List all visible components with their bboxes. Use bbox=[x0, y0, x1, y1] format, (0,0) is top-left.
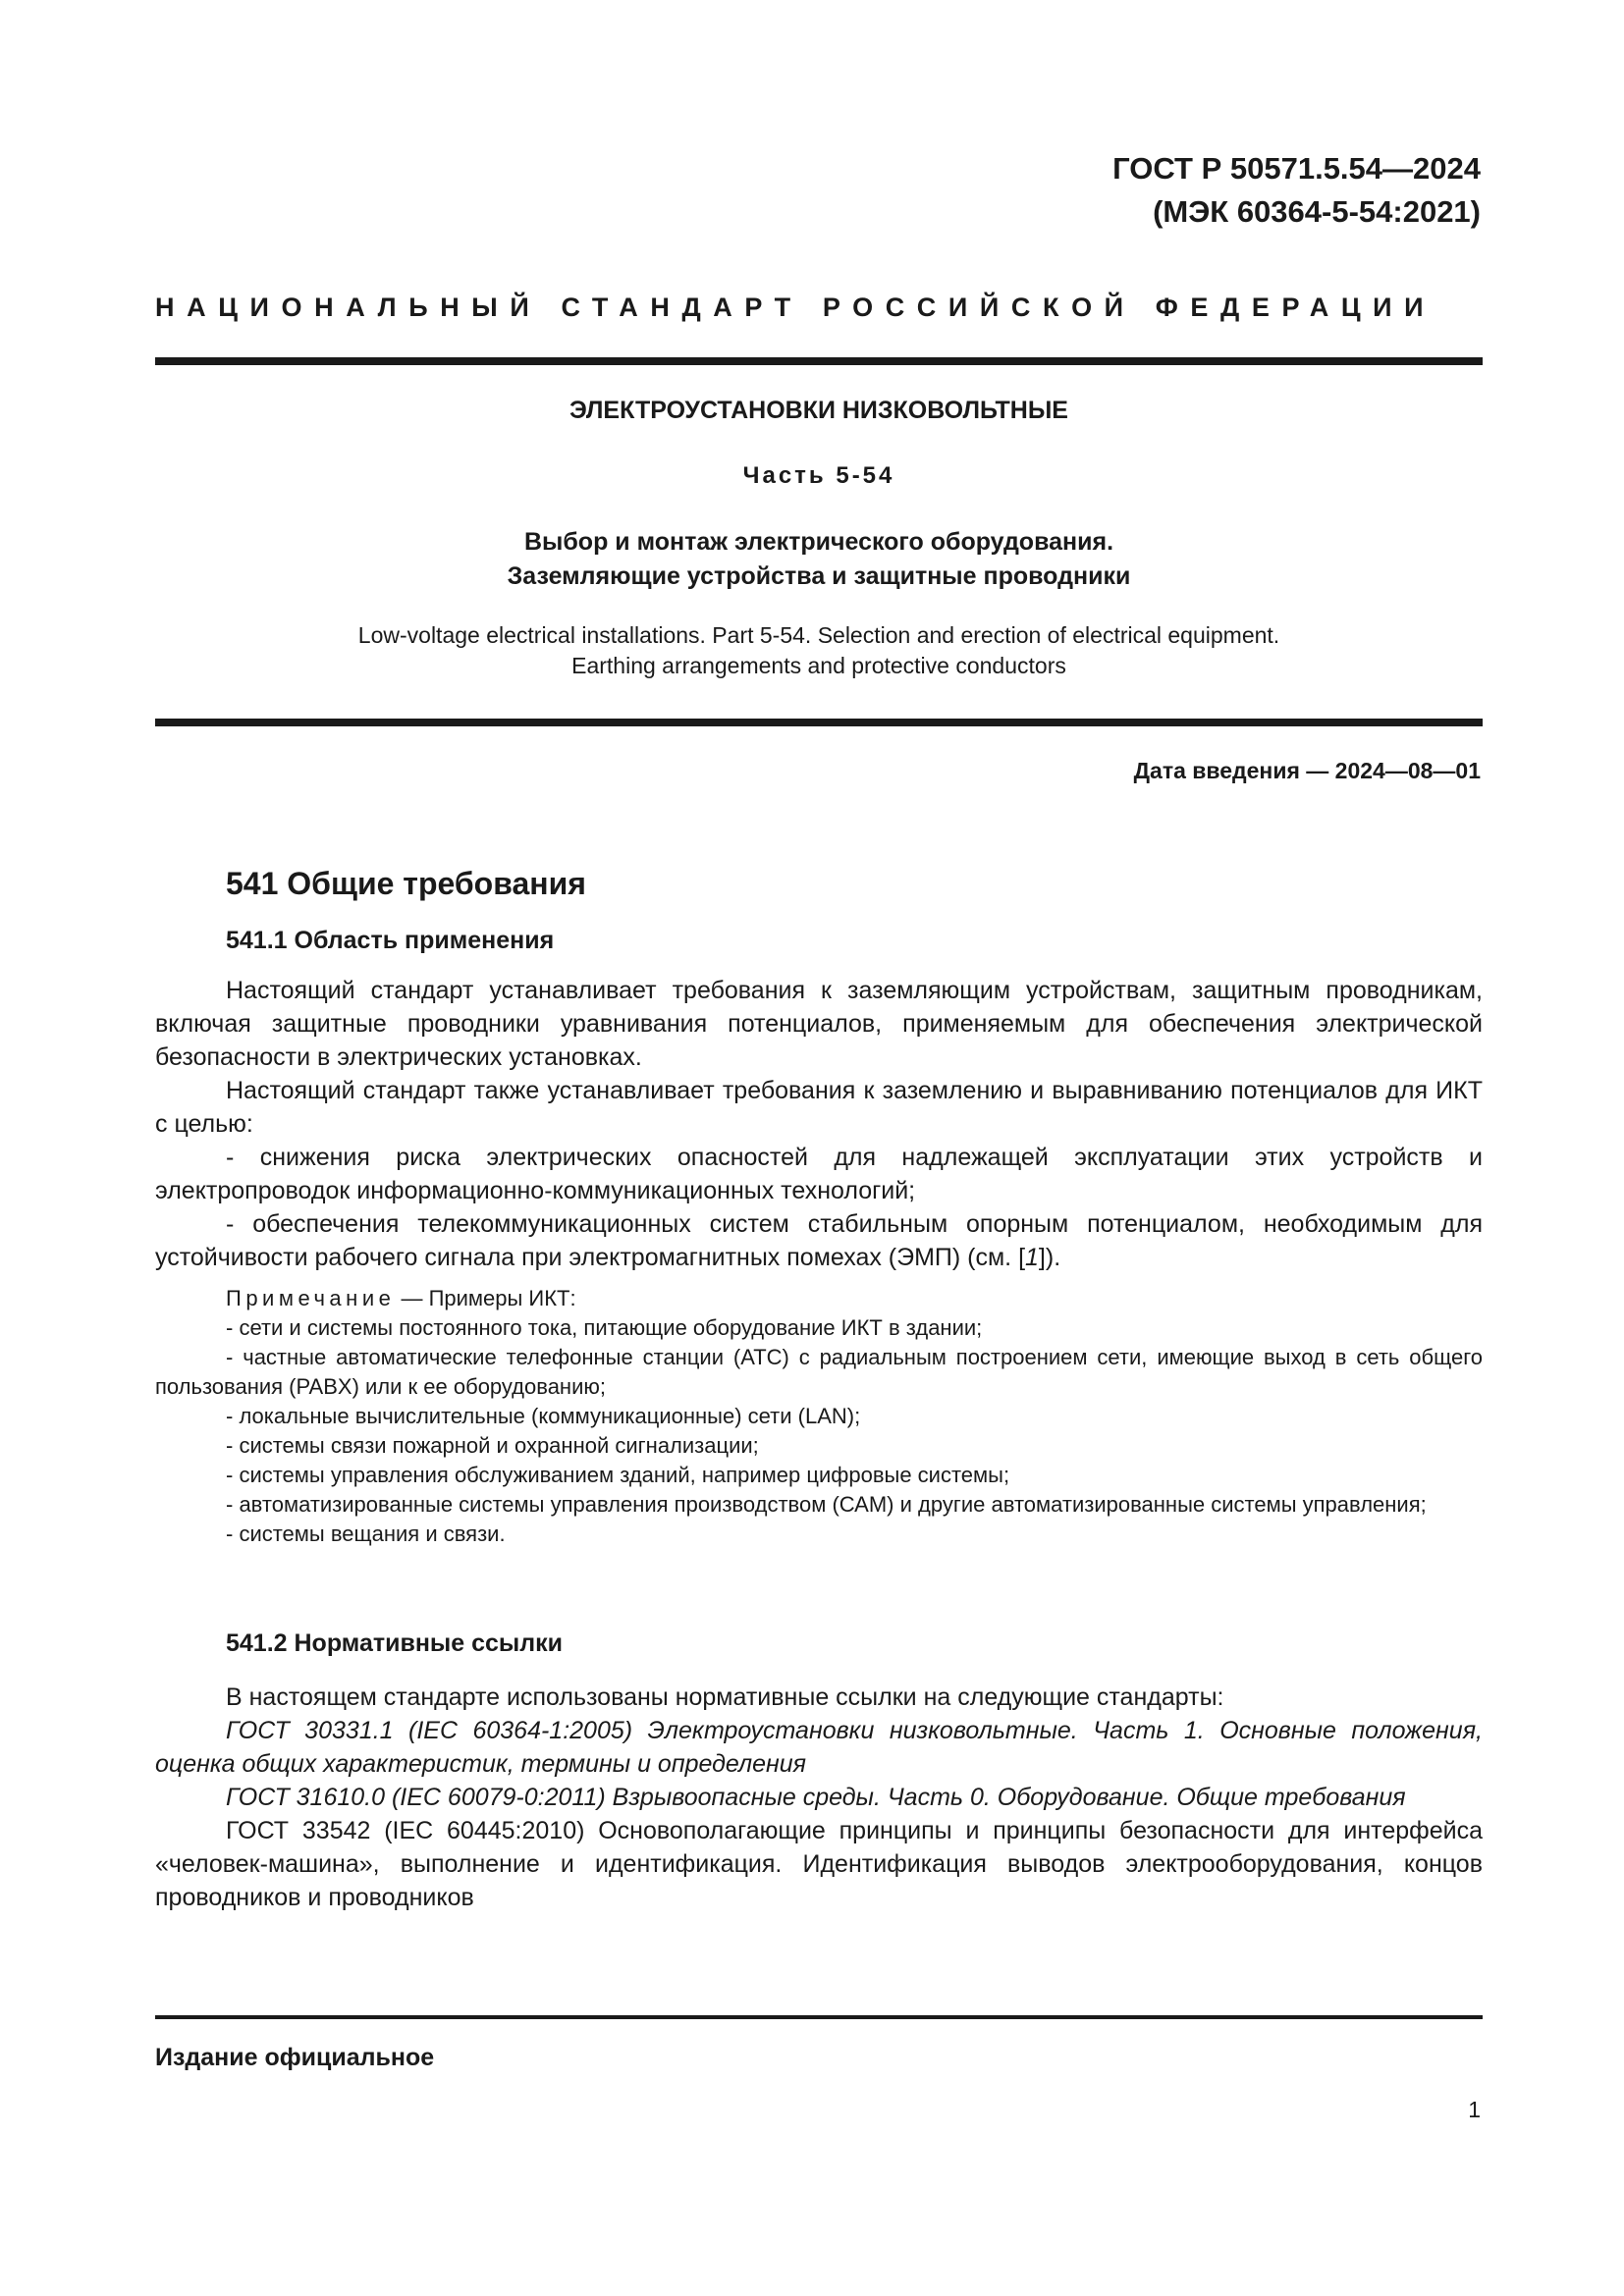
subsection-heading-541-2: 541.2 Нормативные ссылки bbox=[226, 1629, 564, 1657]
references-intro: В настоящем стандарте использованы нормативные ссылки на следующие стандарты: bbox=[226, 1683, 1224, 1711]
scope-bullet-2-end: ]). bbox=[1038, 1244, 1061, 1271]
subtitle-line2: Заземляющие устройства и защитные проводники bbox=[507, 562, 1131, 590]
bibliography-reference: 1 bbox=[1025, 1244, 1039, 1271]
scope-paragraph-2: Настоящий стандарт также устанавливает требования к заземлению и выравниванию потенциалов для ИКТ с целью: bbox=[155, 1077, 1483, 1138]
note-block bbox=[155, 1284, 1483, 1549]
standard-code-line2: (МЭК 60364-5-54:2021) bbox=[1153, 194, 1481, 229]
reference-gost-30331-1: ГОСТ 30331.1 (IEC 60364-1:2005) Электроустановки низковольтные. Часть 1. Основные положения, оценка общих характеристик, термины и определения bbox=[155, 1717, 1483, 1778]
document-title: ЭЛЕКТРОУСТАНОВКИ НИЗКОВОЛЬТНЫЕ bbox=[569, 397, 1068, 424]
scope-bullet-2-text: - обеспечения телекоммуникационных систем стабильным опорным потенциалом, необходимым для устойчивости рабочего сигнала при электромагнитных помехах (ЭМП) (см. [ bbox=[155, 1210, 1483, 1271]
page-number: 1 bbox=[1468, 2097, 1481, 2122]
standard-code bbox=[1112, 147, 1481, 234]
reference-gost-31610-0: ГОСТ 31610.0 (IEC 60079-0:2011) Взрывоопасные среды. Часть 0. Оборудование. Общие требования bbox=[226, 1784, 1406, 1811]
note-item: - автоматизированные системы управления производством (САМ) и другие автоматизированные системы управления; bbox=[226, 1492, 1427, 1517]
section-heading: 541 Общие требования bbox=[226, 866, 586, 901]
english-title-line2: Earthing arrangements and protective conductors bbox=[571, 653, 1066, 678]
document-part: Часть 5-54 bbox=[742, 462, 895, 489]
note-item: - локальные вычислительные (коммуникационные) сети (LAN); bbox=[226, 1404, 861, 1428]
english-title-line1: Low-voltage electrical installations. Part 5-54. Selection and erection of electrical equipment. bbox=[357, 622, 1280, 648]
scope-bullet-1: - снижения риска электрических опасностей для надлежащей эксплуатации этих устройств и электропроводок информационно-коммуникационных технологий; bbox=[155, 1144, 1483, 1204]
reference-gost-33542: ГОСТ 33542 (IEC 60445:2010) Основополагающие принципы и принципы безопасности для интерфейса «человек-машина», выполнение и идентификация. Идентификация выводов электрооборудования, концов проводников и проводников bbox=[155, 1817, 1483, 1911]
note-item: - системы связи пожарной и охранной сигнализации; bbox=[226, 1433, 759, 1458]
subsection-heading-541-1: 541.1 Область применения bbox=[226, 927, 555, 954]
note-item: - частные автоматические телефонные станции (АТС) с радиальным построением сети, имеющие выход в сеть общего пользования (PABX) или к ее оборудованию; bbox=[155, 1345, 1483, 1399]
scope-bullet-2 bbox=[155, 1207, 1483, 1274]
official-edition-label: Издание официальное bbox=[155, 2044, 435, 2071]
english-title bbox=[155, 620, 1483, 681]
divider-top bbox=[155, 357, 1483, 365]
note-item: - системы вещания и связи. bbox=[226, 1522, 506, 1546]
divider-footer bbox=[155, 2015, 1483, 2019]
document-subtitle bbox=[155, 525, 1483, 594]
note-intro: — Примеры ИКТ: bbox=[395, 1286, 576, 1310]
standard-code-line1: ГОСТ Р 50571.5.54—2024 bbox=[1112, 151, 1481, 186]
introduction-date: Дата введения — 2024—08—01 bbox=[1133, 758, 1481, 783]
subtitle-line1: Выбор и монтаж электрического оборудования. bbox=[523, 528, 1114, 556]
note-label: Примечание bbox=[226, 1286, 396, 1310]
note-heading bbox=[155, 1284, 1483, 1313]
note-item: - сети и системы постоянного тока, питающие оборудование ИКТ в здании; bbox=[226, 1315, 983, 1340]
national-standard-banner: НАЦИОНАЛЬНЫЙ СТАНДАРТ РОССИЙСКОЙ ФЕДЕРАЦИИ bbox=[155, 293, 1436, 322]
normative-references bbox=[155, 1681, 1483, 1914]
note-item: - системы управления обслуживанием зданий, например цифровые системы; bbox=[226, 1463, 1010, 1487]
scope-text bbox=[155, 974, 1483, 1274]
scope-paragraph-1: Настоящий стандарт устанавливает требования к заземляющим устройствам, защитным проводникам, включая защитные проводники уравнивания потенциалов, применяемым для обеспечения электрической безопасности в электрических установках. bbox=[155, 977, 1483, 1071]
divider-title-bottom bbox=[155, 719, 1483, 726]
